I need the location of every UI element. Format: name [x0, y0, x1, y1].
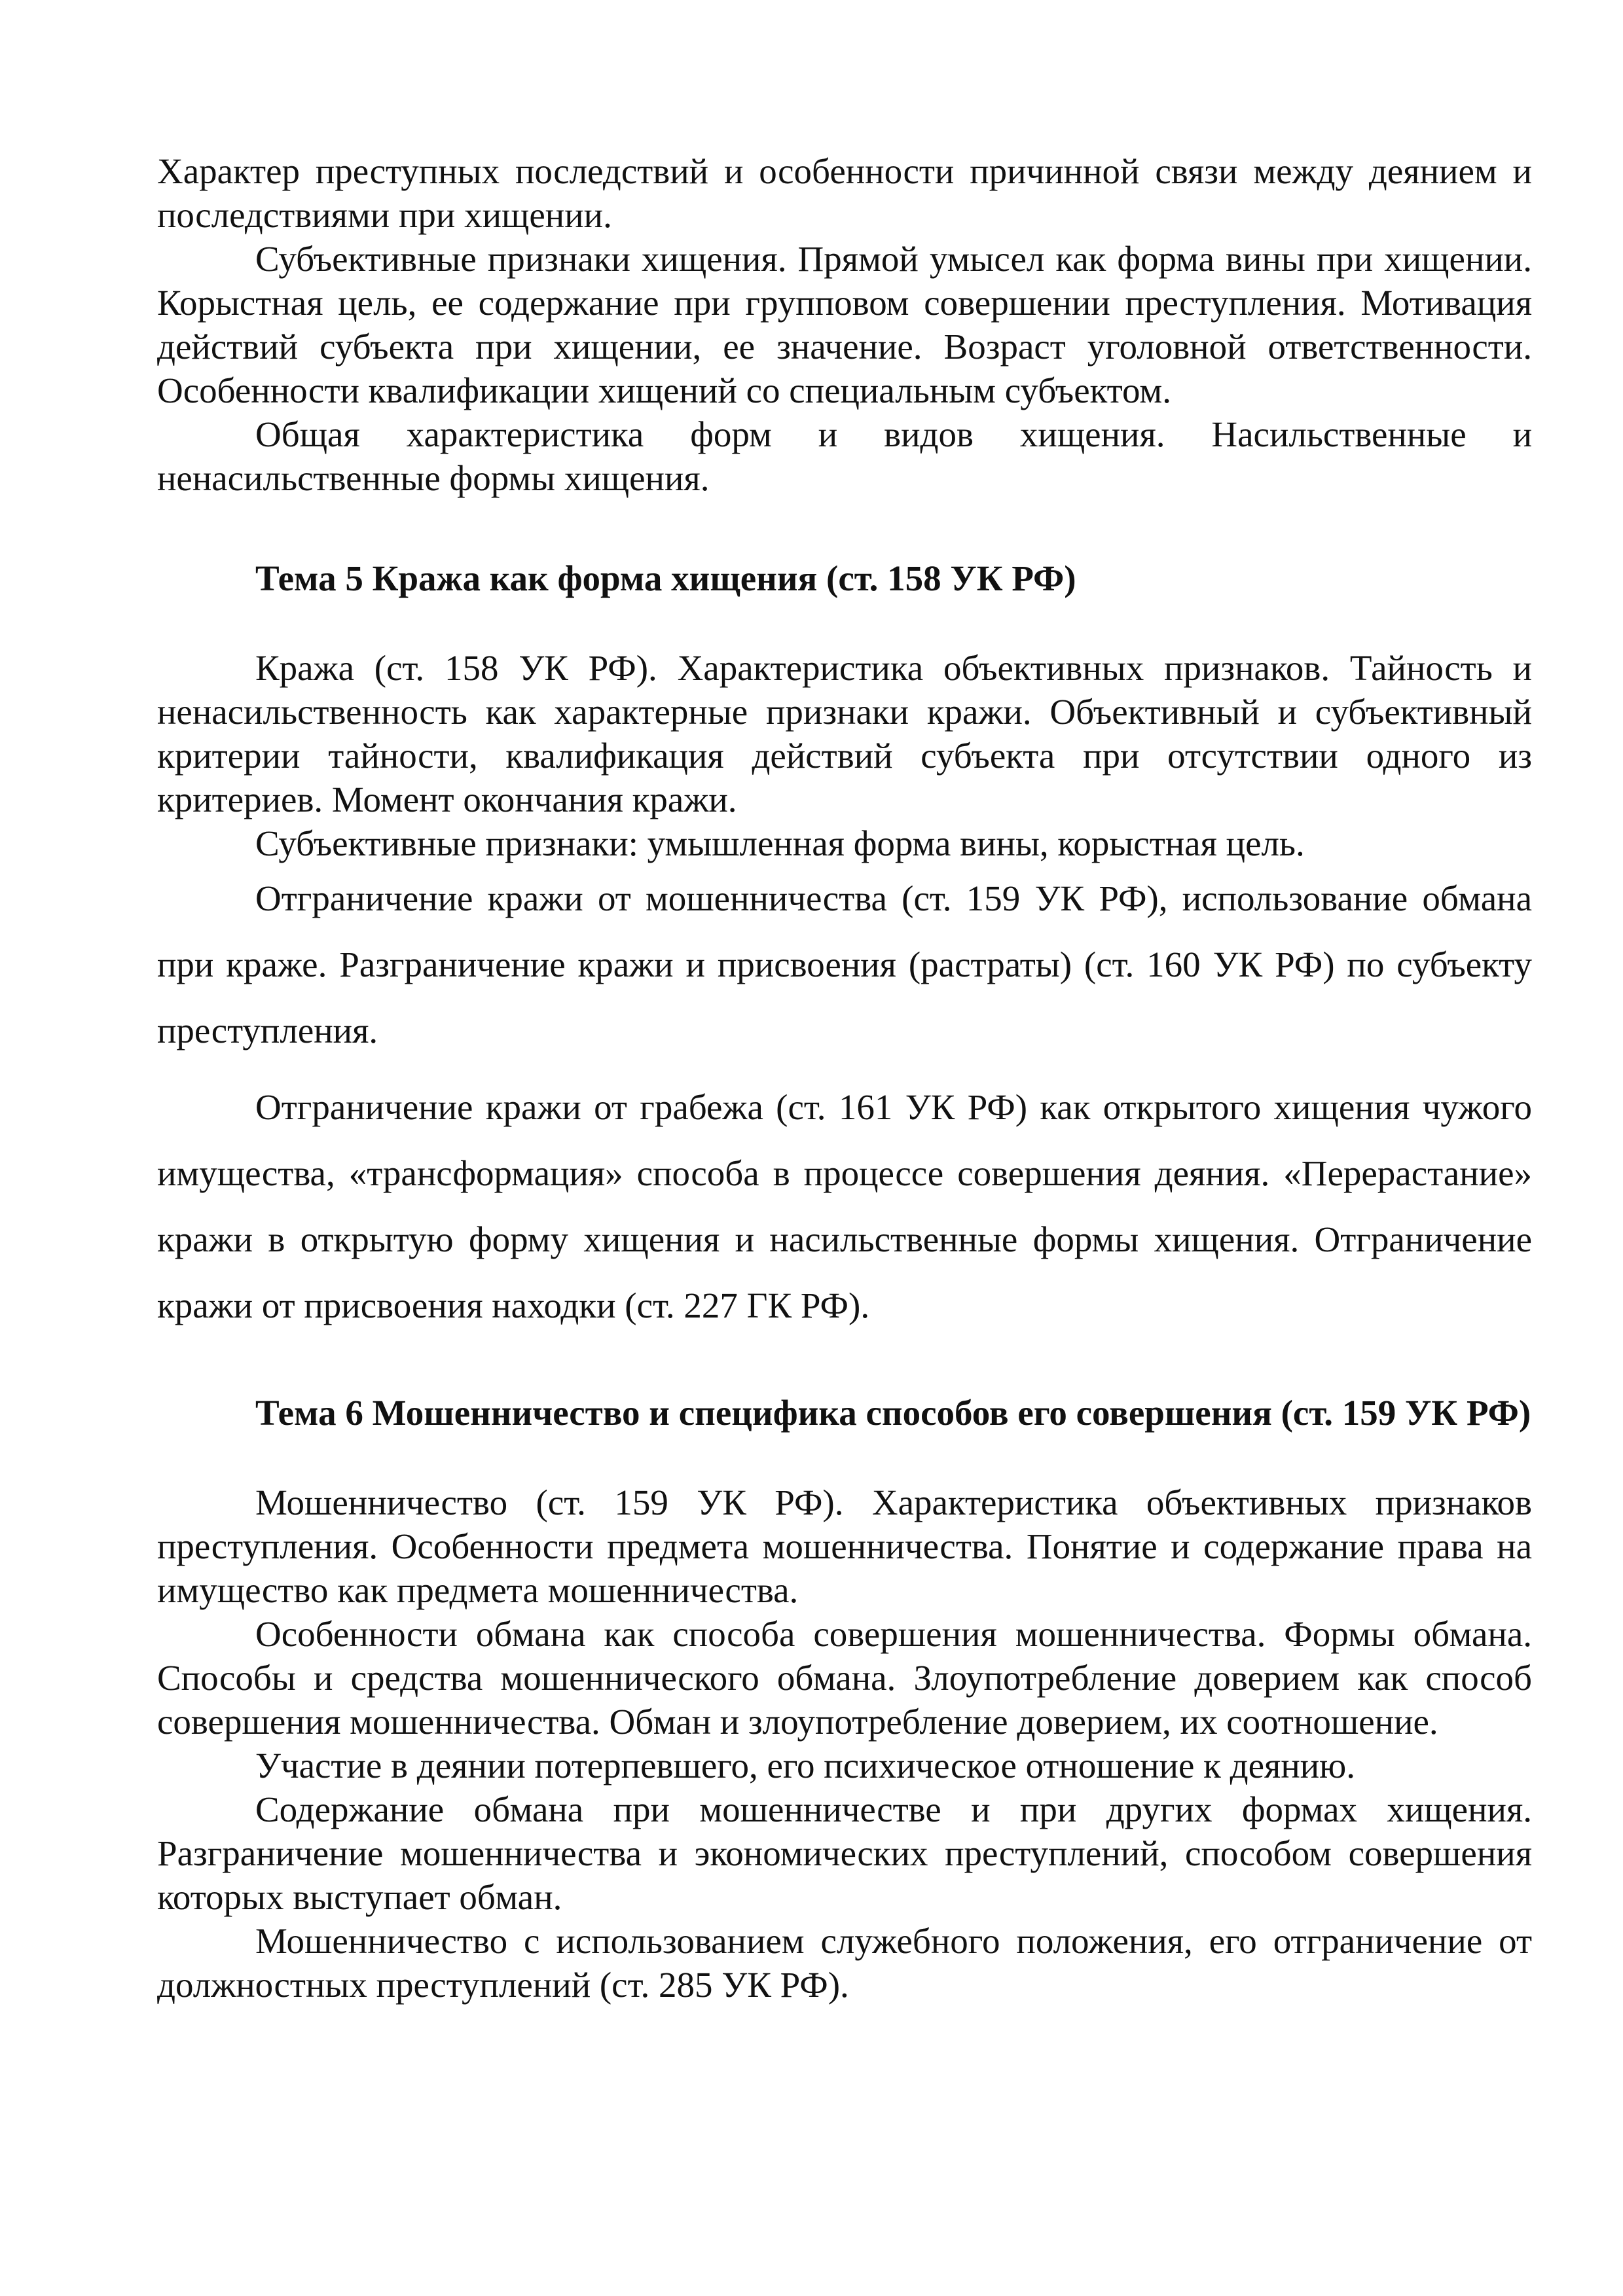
- topic-5-paragraph-4: Отграничение кражи от грабежа (ст. 161 УК РФ) как открытого хищения чужого имущества, «трансформация» способа в процессе совершения деяния. «Перерастание» кражи в открытую форму хищения и насильственные формы хищения. Отграничение кражи от присвоения находки (ст. 227 ГК РФ).: [157, 1087, 1532, 1325]
- topic-6-paragraph-1: Мошенничество (ст. 159 УК РФ). Характеристика объективных признаков преступления. Особенности предмета мошенничества. Понятие и содержание права на имущество как предмета мошенничества.: [157, 1482, 1532, 1610]
- topic-6-paragraph-4: Содержание обмана при мошенничестве и при других формах хищения. Разграничение мошенничества и экономических преступлений, способом совершения которых выступает обман.: [157, 1789, 1532, 1917]
- topic-5-heading: Тема 5 Кража как форма хищения (ст. 158 УК РФ): [255, 558, 1076, 598]
- spacer: [157, 1338, 1532, 1391]
- topic-6-heading: Тема 6 Мошенничество и специфика способов его совершения (ст. 159 УК РФ): [255, 1393, 1531, 1433]
- topic-5-paragraph-1: Кража (ст. 158 УК РФ). Характеристика объективных признаков. Тайность и ненасильственность как характерные признаки кражи. Объективный и субъективный критерии тайности, квалификация действий субъекта при отсутствии одного из критериев. Момент окончания кражи.: [157, 648, 1532, 819]
- topic-5-paragraph-3: Отграничение кражи от мошенничества (ст. 159 УК РФ), использование обмана при краже. Разграничение кражи и присвоения (растраты) (ст. 160 УК РФ) по субъекту преступления.: [157, 878, 1532, 1050]
- document-body: [157, 149, 1532, 2007]
- topic-6-paragraph-3: Участие в деянии потерпевшего, его психическое отношение к деянию.: [255, 1746, 1356, 1785]
- spacer: [157, 600, 1532, 646]
- spacer: [157, 500, 1532, 556]
- paragraph-intro-1: Характер преступных последствий и особенности причинной связи между деянием и последствиями при хищении.: [157, 151, 1532, 235]
- paragraph-intro-2: Субъективные признаки хищения. Прямой умысел как форма вины при хищении. Корыстная цель, ее содержание при групповом совершении преступления. Мотивация действий субъекта при хищении, ее значение. Возраст уголовной ответственности. Особенности квалификации хищений со специальным субъектом.: [157, 239, 1532, 410]
- spacer: [157, 1064, 1532, 1074]
- topic-6-paragraph-5: Мошенничество с использованием служебного положения, его отграничение от должностных преступлений (ст. 285 УК РФ).: [157, 1921, 1532, 2005]
- topic-5-paragraph-2: Субъективные признаки: умышленная форма вины, корыстная цель.: [255, 823, 1305, 863]
- spacer: [157, 1435, 1532, 1480]
- paragraph-intro-3: Общая характеристика форм и видов хищения. Насильственные и ненасильственные формы хищения.: [157, 414, 1532, 498]
- topic-6-paragraph-2: Особенности обмана как способа совершения мошенничества. Формы обмана. Способы и средства мошеннического обмана. Злоупотребление доверием как способ совершения мошенничества. Обман и злоупотребление доверием, их соотношение.: [157, 1614, 1532, 1742]
